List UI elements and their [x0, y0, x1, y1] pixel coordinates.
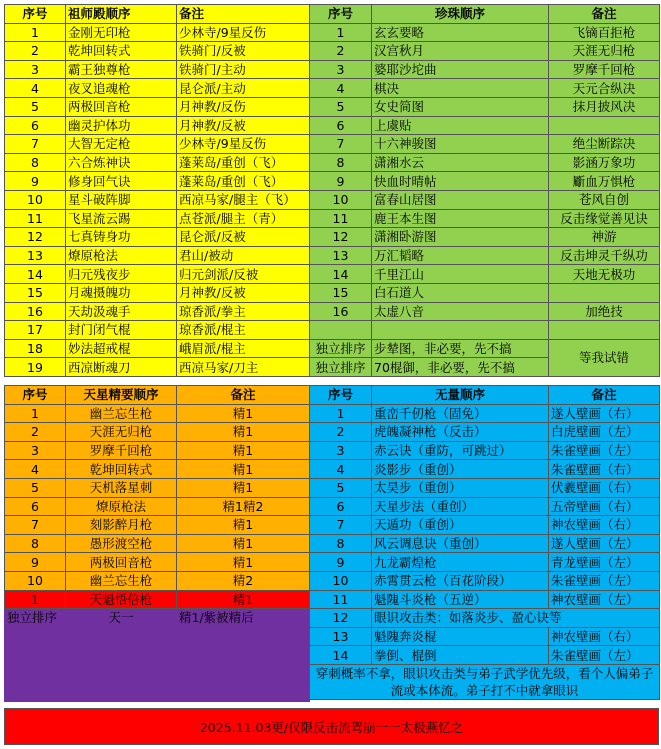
row-index: 16: [5, 302, 66, 321]
table-row: [5, 404, 310, 423]
table-row: [5, 172, 310, 191]
row-index: 5: [310, 478, 372, 497]
row-index: 2: [5, 42, 66, 61]
table-row: [5, 135, 310, 154]
remark: 月神教/反被: [177, 283, 310, 302]
skill-name: 九龙霸煌枪: [372, 553, 549, 572]
table-row: [310, 553, 660, 572]
row-index: 4: [5, 79, 66, 98]
skill-name: 太昊步（重创）: [372, 478, 549, 497]
pearl-name: 快血时晴帖: [372, 172, 549, 191]
pearl-name: 汉宫秋月: [372, 42, 549, 61]
row-index: 12: [310, 228, 372, 247]
remark: 精1精2: [177, 497, 310, 516]
row-index: 1: [5, 590, 66, 609]
remark: [549, 283, 660, 302]
independent-label: 独立排序: [310, 339, 372, 358]
row-index: 7: [310, 516, 372, 535]
pearl-name: 万汇韬略: [372, 246, 549, 265]
remark: 斸血万惧枪: [549, 172, 660, 191]
remark: 精1: [177, 590, 310, 609]
row-index: 3: [310, 60, 372, 79]
remark: 绝尘断踪决: [549, 135, 660, 154]
header-row: [5, 5, 310, 24]
remark: 天地无极功: [549, 265, 660, 284]
pearl-name: 十六神骏图: [372, 135, 549, 154]
table-row: [5, 553, 310, 572]
row-index: 13: [5, 246, 66, 265]
row-index: 6: [310, 497, 372, 516]
remark: 精1: [177, 478, 310, 497]
skill-name: 天星步法（重创）: [372, 497, 549, 516]
skill-name: 月魂摄魄功: [66, 283, 177, 302]
empty-cell: [549, 321, 660, 340]
independent-text: 70棍御，非必要，先不搞: [372, 358, 549, 377]
table-row: [310, 42, 660, 61]
independent-label: 独立排序: [5, 609, 66, 628]
mural: 遂人壁画（左）: [549, 534, 660, 553]
skill-name: 魁隗斗炎枪（五逆）: [372, 590, 549, 609]
table-row: [310, 60, 660, 79]
table-row: [310, 441, 660, 460]
table-row: [5, 246, 310, 265]
table-row: [310, 246, 660, 265]
row-index: 9: [5, 553, 66, 572]
row-index: 1: [310, 404, 372, 423]
row-index: 3: [5, 441, 66, 460]
skill-name: 天涯无归枪: [66, 423, 177, 442]
row-index: 11: [5, 209, 66, 228]
independent-note: 等我试错: [549, 339, 660, 376]
row-index: 1: [310, 23, 372, 42]
remark: 西凉马家/腿主（飞）: [177, 190, 310, 209]
remark: 反击缘觉善见诀: [549, 209, 660, 228]
table-row: [5, 571, 310, 590]
remark: 精1: [177, 553, 310, 572]
table-row: [310, 497, 660, 516]
row-index: 15: [5, 283, 66, 302]
row-index: 4: [5, 460, 66, 479]
column-header: 备注: [177, 5, 310, 24]
row-index: 2: [5, 423, 66, 442]
remark: [549, 116, 660, 135]
pearl-name: 太虚八音: [372, 302, 549, 321]
table-row: [310, 23, 660, 42]
remark: 精2: [177, 571, 310, 590]
row-index: 10: [310, 571, 372, 590]
remark: 精1: [177, 516, 310, 535]
mural: 神农壁画（右）: [549, 627, 660, 646]
remark: 精1: [177, 534, 310, 553]
remark: 苍风自创: [549, 190, 660, 209]
row-index: 5: [5, 478, 66, 497]
column-header: 备注: [177, 386, 310, 405]
table-row: [310, 571, 660, 590]
pearl-name: 富春山居图: [372, 190, 549, 209]
remark: 少林寺/9星反伤: [177, 23, 310, 42]
empty-cell: [5, 646, 66, 665]
table-row: [5, 283, 310, 302]
skill-name: 两极回音枪: [66, 553, 177, 572]
remark: 蓬莱岛/重创（飞）: [177, 172, 310, 191]
column-header: 天星精要顺序: [66, 386, 177, 405]
header-row: [310, 5, 660, 24]
skill-name: 天劫汲魂手: [66, 302, 177, 321]
row-index: 4: [310, 460, 372, 479]
mural: 白虎壁画（左）: [549, 423, 660, 442]
remark: 精1: [177, 441, 310, 460]
table-row: [310, 534, 660, 553]
skill-name: 七真铸身功: [66, 228, 177, 247]
table-row: [5, 516, 310, 535]
row-index: 15: [310, 283, 372, 302]
remark: 点苍派/腿主（青）: [177, 209, 310, 228]
empty-cell: [66, 646, 177, 665]
empty-cell: [177, 664, 310, 683]
skill-name: 幽灵护体功: [66, 116, 177, 135]
pearl-name: 潇湘卧游图: [372, 228, 549, 247]
remark: 铁骑门/主动: [177, 60, 310, 79]
skill-name: 霸王独尊枪: [66, 60, 177, 79]
table-row: [310, 135, 660, 154]
independent-text: 步辇图，非必要，先不搞: [372, 339, 549, 358]
table-row: [5, 60, 310, 79]
wuliang-table: [309, 385, 660, 700]
remark: 琼香派/拳主: [177, 302, 310, 321]
skill-name: 飞星流云踢: [66, 209, 177, 228]
skill-name: 大智无定枪: [66, 135, 177, 154]
table-row: [310, 172, 660, 191]
skill-name: 封门闭气棍: [66, 321, 177, 340]
skill-name: 天一: [66, 609, 177, 628]
remark: 神游: [549, 228, 660, 247]
remark: 天元合纵决: [549, 79, 660, 98]
row-index: 10: [5, 190, 66, 209]
table-row: [5, 42, 310, 61]
table-row: [5, 478, 310, 497]
row-index: 2: [310, 423, 372, 442]
row-index: 8: [5, 153, 66, 172]
table-row: [310, 116, 660, 135]
skill-name: 六合炼神诀: [66, 153, 177, 172]
table-row: [310, 153, 660, 172]
column-header: 序号: [5, 5, 66, 24]
table-row: [310, 609, 660, 628]
table-row: [310, 460, 660, 479]
table-row: [310, 516, 660, 535]
table-row-empty: [310, 321, 660, 340]
skill-name: 风云调息诀（重创）: [372, 534, 549, 553]
remark: 天涯无归枪: [549, 42, 660, 61]
empty-cell: [5, 627, 66, 646]
column-header: 无量顺序: [372, 386, 549, 405]
skill-name: 愚形渡空枪: [66, 534, 177, 553]
empty-cell: [177, 683, 310, 702]
remark: 昆仑派/反被: [177, 228, 310, 247]
empty-cell: [66, 664, 177, 683]
mural: 朱雀壁画（左）: [549, 441, 660, 460]
table-row: [5, 153, 310, 172]
row-index: 12: [310, 609, 372, 628]
column-header: 序号: [5, 386, 66, 405]
table-row: [310, 97, 660, 116]
table-row: [5, 23, 310, 42]
skill-name: 乾坤回转式: [66, 460, 177, 479]
table-row: [310, 302, 660, 321]
pearl-name: 潇湘水云: [372, 153, 549, 172]
mural: 青龙壁画（左）: [549, 553, 660, 572]
skill-name: 天遁功（重创）: [372, 516, 549, 535]
row-index: 9: [310, 172, 372, 191]
remark: 琼香派/棍主: [177, 321, 310, 340]
row-index: 11: [310, 590, 372, 609]
mural: 伏羲壁画（右）: [549, 478, 660, 497]
remark: 反击坤灵千纵功: [549, 246, 660, 265]
remark: 加绝技: [549, 302, 660, 321]
table-row: [5, 97, 310, 116]
remark: 飞镝百拒枪: [549, 23, 660, 42]
pearl-name: 玄玄要略: [372, 23, 549, 42]
empty-cell: [372, 321, 549, 340]
row-index: 1: [5, 23, 66, 42]
table-row: [310, 228, 660, 247]
pearl-table: [309, 4, 660, 377]
pearl-name: 棋决: [372, 79, 549, 98]
skill-name: 赤云诀（重防，可跳过）: [372, 441, 549, 460]
table-row: [5, 265, 310, 284]
footer-banner: 2025.11.03更/仅限反击流驾崩一一太极燕忆之: [4, 708, 659, 745]
table-row: [5, 358, 310, 377]
pearl-name: 婆耶沙坨曲: [372, 60, 549, 79]
skill-name: 西凉断魂刀: [66, 358, 177, 377]
table-row: [310, 283, 660, 302]
row-index: 6: [5, 116, 66, 135]
row-index: 10: [310, 190, 372, 209]
table-row: [310, 627, 660, 646]
purple-filler-row: [5, 683, 310, 702]
row-index: 4: [310, 79, 372, 98]
row-index: 11: [310, 209, 372, 228]
skill-name: 天机落星刺: [66, 478, 177, 497]
row-index: 3: [310, 441, 372, 460]
purple-filler-row: [5, 646, 310, 665]
row-index: 6: [5, 497, 66, 516]
remark: 罗摩千回枪: [549, 60, 660, 79]
header-row: [310, 386, 660, 405]
row-index: 9: [310, 553, 372, 572]
remark: 昆仑派/主动: [177, 79, 310, 98]
column-header: 序号: [310, 5, 372, 24]
skill-name: 妙法超戒棍: [66, 339, 177, 358]
row-index: 19: [5, 358, 66, 377]
skill-name: 拳倒、棍倒: [372, 646, 549, 665]
row-index: 12: [5, 228, 66, 247]
skill-name: 幽兰忘生枪: [66, 404, 177, 423]
table-row: [5, 228, 310, 247]
table-row: [5, 441, 310, 460]
pearl-name: 上虞贴: [372, 116, 549, 135]
table-row: [5, 423, 310, 442]
purple-filler-row: [5, 627, 310, 646]
remark: 归元剑派/反被: [177, 265, 310, 284]
independent-row: [310, 339, 660, 358]
row-index: 7: [310, 135, 372, 154]
row-index: 14: [5, 265, 66, 284]
table-row: [5, 339, 310, 358]
pearl-name: 白石道人: [372, 283, 549, 302]
skill-name: 眼识攻击类：如落炎步、盈心诀等: [372, 609, 660, 628]
table-row: [5, 209, 310, 228]
table-row: [5, 190, 310, 209]
row-index: 16: [310, 302, 372, 321]
column-header: 备注: [549, 5, 660, 24]
table-row: [5, 534, 310, 553]
empty-cell: [310, 321, 372, 340]
skill-name: 重峦千仞枪（固免）: [372, 404, 549, 423]
column-header: 序号: [310, 386, 372, 405]
row-index: 13: [310, 627, 372, 646]
empty-cell: [177, 627, 310, 646]
mural: 神农壁画（左）: [549, 590, 660, 609]
skill-name: 天魁悟倍枪: [66, 590, 177, 609]
empty-cell: [5, 664, 66, 683]
table-row: [310, 190, 660, 209]
skill-name: 乾坤回转式: [66, 42, 177, 61]
row-index: 17: [5, 321, 66, 340]
remark: 精1: [177, 423, 310, 442]
skill-name: 魁隗奔炎棍: [372, 627, 549, 646]
mural: 神农壁画（右）: [549, 516, 660, 535]
skill-name: 金刚无印枪: [66, 23, 177, 42]
table-row: [5, 460, 310, 479]
skill-name: 虎魄凝神枪（反击）: [372, 423, 549, 442]
column-header: 备注: [549, 386, 660, 405]
remark: 精1: [177, 460, 310, 479]
remark: 精1: [177, 404, 310, 423]
row-index: 8: [310, 534, 372, 553]
table-row: [310, 265, 660, 284]
table-row: [310, 404, 660, 423]
skill-name: 赤霄贯云枪（百花阶段）: [372, 571, 549, 590]
row-index: 7: [5, 135, 66, 154]
remark: 西凉马家/刀主: [177, 358, 310, 377]
empty-cell: [5, 683, 66, 702]
column-header: 祖师殿顺序: [66, 5, 177, 24]
row-index: 5: [310, 97, 372, 116]
table-row: [310, 590, 660, 609]
skill-name: 两极回音枪: [66, 97, 177, 116]
row-index: 18: [5, 339, 66, 358]
skill-name: 燎原枪法: [66, 497, 177, 516]
table-row: [5, 79, 310, 98]
skill-name: 星斗破阵脚: [66, 190, 177, 209]
row-index: 2: [310, 42, 372, 61]
remark: 少林寺/9星反伤: [177, 135, 310, 154]
row-index: 3: [5, 60, 66, 79]
skill-name: 刻影醉月枪: [66, 516, 177, 535]
remark: 月神教/反被: [177, 116, 310, 135]
pearl-name: 女史简图: [372, 97, 549, 116]
remark: 君山/被动: [177, 246, 310, 265]
refine-table: [4, 385, 310, 702]
mural: 朱雀壁画（右）: [549, 460, 660, 479]
mural: 遂人壁画（右）: [549, 404, 660, 423]
skill-name: 炎影步（重创）: [372, 460, 549, 479]
skill-name: 夜叉追魂枪: [66, 79, 177, 98]
header-row: [5, 386, 310, 405]
pearl-name: 千里江山: [372, 265, 549, 284]
row-index: 1: [5, 404, 66, 423]
table-row: [310, 646, 660, 665]
table-row: [310, 79, 660, 98]
remark: 精1/紫被精后: [177, 609, 310, 628]
empty-cell: [177, 646, 310, 665]
empty-cell: [66, 683, 177, 702]
table-row: [5, 497, 310, 516]
ancestor-hall-table: [4, 4, 310, 377]
highlight-row: [5, 590, 310, 609]
purple-filler-row: [5, 664, 310, 683]
row-index: 5: [5, 97, 66, 116]
row-index: 6: [310, 116, 372, 135]
priority-note: 穿刺概率不拿，眼识攻击类与弟子武学优先级，看个人偏弟子流或本体流。弟子打不中就拿眼识: [310, 664, 660, 699]
table-row: [5, 321, 310, 340]
table-row: [5, 116, 310, 135]
mural: 朱雀壁画（左）: [549, 646, 660, 665]
table-row: [310, 209, 660, 228]
column-header: 珍珠顺序: [372, 5, 549, 24]
skill-name: 燎原枪法: [66, 246, 177, 265]
remark: 月神教/反伤: [177, 97, 310, 116]
table-row: [310, 478, 660, 497]
row-index: 8: [5, 534, 66, 553]
skill-name: 幽兰忘生枪: [66, 571, 177, 590]
remark: 峨眉派/棍主: [177, 339, 310, 358]
remark: 抹月披风决: [549, 97, 660, 116]
remark: 蓬莱岛/重创（飞）: [177, 153, 310, 172]
table-row: [5, 302, 310, 321]
row-index: 14: [310, 265, 372, 284]
empty-cell: [66, 627, 177, 646]
skill-name: 修身回气诀: [66, 172, 177, 191]
remark: 影涵万象功: [549, 153, 660, 172]
mural: 五帝壁画（右）: [549, 497, 660, 516]
skill-name: 归元残夜步: [66, 265, 177, 284]
table-row: [310, 423, 660, 442]
mural: 朱雀壁画（左）: [549, 571, 660, 590]
independent-label: 独立排序: [310, 358, 372, 377]
pearl-name: 鹿王本生图: [372, 209, 549, 228]
skill-name: 罗摩千回枪: [66, 441, 177, 460]
row-index: 14: [310, 646, 372, 665]
remark: 铁骑门/反被: [177, 42, 310, 61]
independent-row: [5, 609, 310, 628]
row-index: 8: [310, 153, 372, 172]
row-index: 9: [5, 172, 66, 191]
row-index: 7: [5, 516, 66, 535]
row-index: 13: [310, 246, 372, 265]
row-index: 10: [5, 571, 66, 590]
